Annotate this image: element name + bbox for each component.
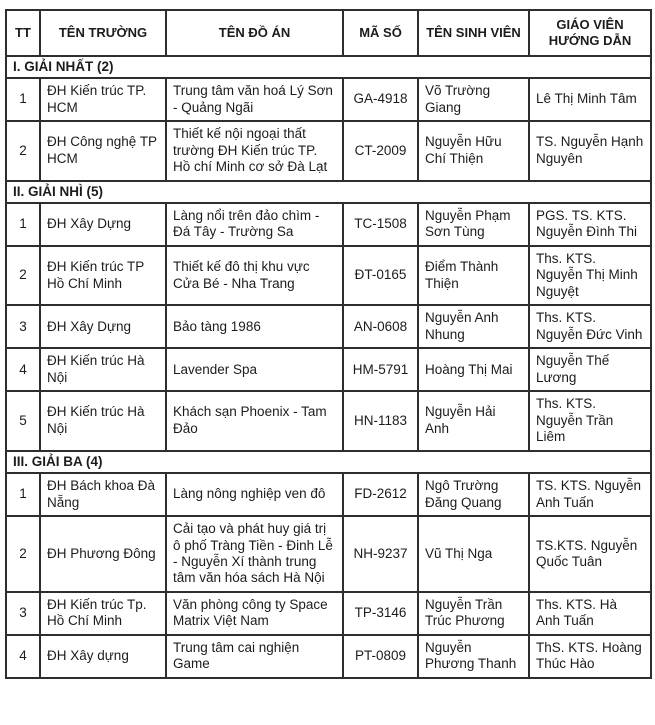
- cell-sinhvien: Nguyễn Trần Trúc Phương: [418, 592, 529, 635]
- cell-giaovien: TS. Nguyễn Hạnh Nguyên: [529, 121, 651, 180]
- cell-doan: Cải tạo và phát huy giá trị ô phố Tràng Tiền - Đinh Lễ - Nguyễn Xí thành trung tâm văn hóa sách Hà Nội: [166, 516, 343, 592]
- cell-doan: Văn phòng công ty Space Matrix Việt Nam: [166, 592, 343, 635]
- cell-truong: ĐH Kiến trúc Hà Nội: [40, 348, 166, 391]
- table-row: [6, 246, 651, 305]
- cell-maso: CT-2009: [343, 121, 418, 180]
- cell-tt: 2: [6, 246, 40, 305]
- table-row: [6, 121, 651, 180]
- cell-giaovien: ThS. KTS. Hoàng Thúc Hào: [529, 635, 651, 678]
- cell-sinhvien: Hoàng Thị Mai: [418, 348, 529, 391]
- table-row: [6, 516, 651, 592]
- section-header-row: [6, 56, 651, 78]
- cell-doan: Bảo tàng 1986: [166, 305, 343, 348]
- table-row: [6, 348, 651, 391]
- cell-sinhvien: Nguyễn Anh Nhung: [418, 305, 529, 348]
- cell-sinhvien: Võ Trường Giang: [418, 78, 529, 121]
- table-row: [6, 203, 651, 246]
- table-row: [6, 78, 651, 121]
- cell-maso: ĐT-0165: [343, 246, 418, 305]
- column-header-giaovien: GIÁO VIÊN HƯỚNG DẪN: [529, 10, 651, 56]
- cell-tt: 1: [6, 203, 40, 246]
- cell-tt: 1: [6, 473, 40, 516]
- section-header-row: [6, 181, 651, 203]
- cell-maso: AN-0608: [343, 305, 418, 348]
- cell-doan: Khách sạn Phoenix - Tam Đảo: [166, 391, 343, 450]
- cell-tt: 4: [6, 348, 40, 391]
- cell-sinhvien: Nguyễn Hải Anh: [418, 391, 529, 450]
- cell-maso: PT-0809: [343, 635, 418, 678]
- column-header-maso: MÃ SỐ: [343, 10, 418, 56]
- cell-tt: 2: [6, 516, 40, 592]
- column-header-tt: TT: [6, 10, 40, 56]
- cell-tt: 1: [6, 78, 40, 121]
- cell-maso: TP-3146: [343, 592, 418, 635]
- cell-maso: GA-4918: [343, 78, 418, 121]
- cell-tt: 2: [6, 121, 40, 180]
- cell-truong: ĐH Xây Dựng: [40, 305, 166, 348]
- column-header-sinhvien: TÊN SINH VIÊN: [418, 10, 529, 56]
- cell-truong: ĐH Kiến trúc TP. HCM: [40, 78, 166, 121]
- cell-giaovien: PGS. TS. KTS. Nguyễn Đình Thi: [529, 203, 651, 246]
- cell-doan: Thiết kế đô thị khu vực Cửa Bé - Nha Trang: [166, 246, 343, 305]
- table-row: [6, 592, 651, 635]
- cell-maso: HN-1183: [343, 391, 418, 450]
- cell-sinhvien: Điểm Thành Thiện: [418, 246, 529, 305]
- cell-tt: 5: [6, 391, 40, 450]
- section-title: III. GIẢI BA (4): [6, 451, 651, 473]
- cell-tt: 3: [6, 592, 40, 635]
- cell-truong: ĐH Công nghệ TP HCM: [40, 121, 166, 180]
- cell-doan: Trung tâm văn hoá Lý Sơn - Quảng Ngãi: [166, 78, 343, 121]
- cell-giaovien: Ths. KTS. Hà Anh Tuấn: [529, 592, 651, 635]
- cell-giaovien: Lê Thị Minh Tâm: [529, 78, 651, 121]
- cell-doan: Thiết kế nội ngoại thất trường ĐH Kiến trúc TP. Hồ chí Minh cơ sở Đà Lạt: [166, 121, 343, 180]
- cell-tt: 4: [6, 635, 40, 678]
- cell-truong: ĐH Kiến trúc TP Hồ Chí Minh: [40, 246, 166, 305]
- cell-truong: ĐH Phương Đông: [40, 516, 166, 592]
- cell-maso: NH-9237: [343, 516, 418, 592]
- cell-maso: HM-5791: [343, 348, 418, 391]
- cell-giaovien: Ths. KTS. Nguyễn Thị Minh Nguyệt: [529, 246, 651, 305]
- cell-doan: Lavender Spa: [166, 348, 343, 391]
- cell-doan: Làng nông nghiệp ven đô: [166, 473, 343, 516]
- column-header-truong: TÊN TRƯỜNG: [40, 10, 166, 56]
- cell-maso: TC-1508: [343, 203, 418, 246]
- table-row: [6, 635, 651, 678]
- table-row: [6, 305, 651, 348]
- awards-table-body: [6, 56, 651, 678]
- cell-giaovien: Ths. KTS. Nguyễn Đức Vinh: [529, 305, 651, 348]
- table-row: [6, 473, 651, 516]
- cell-giaovien: TS.KTS. Nguyễn Quốc Tuân: [529, 516, 651, 592]
- cell-sinhvien: Nguyễn Phương Thanh: [418, 635, 529, 678]
- section-title: I. GIẢI NHẤT (2): [6, 56, 651, 78]
- cell-tt: 3: [6, 305, 40, 348]
- cell-giaovien: Ths. KTS. Nguyễn Trần Liêm: [529, 391, 651, 450]
- cell-truong: ĐH Bách khoa Đà Nẵng: [40, 473, 166, 516]
- cell-truong: ĐH Kiến trúc Tp. Hồ Chí Minh: [40, 592, 166, 635]
- cell-giaovien: Nguyễn Thế Lương: [529, 348, 651, 391]
- cell-giaovien: TS. KTS. Nguyễn Anh Tuấn: [529, 473, 651, 516]
- cell-maso: FD-2612: [343, 473, 418, 516]
- cell-sinhvien: Nguyễn Hữu Chí Thiện: [418, 121, 529, 180]
- cell-sinhvien: Nguyễn Phạm Sơn Tùng: [418, 203, 529, 246]
- column-header-doan: TÊN ĐỒ ÁN: [166, 10, 343, 56]
- section-header-row: [6, 451, 651, 473]
- cell-truong: ĐH Xây dựng: [40, 635, 166, 678]
- section-title: II. GIẢI NHÌ (5): [6, 181, 651, 203]
- cell-sinhvien: Vũ Thị Nga: [418, 516, 529, 592]
- header-row: [6, 10, 651, 56]
- table-row: [6, 391, 651, 450]
- cell-doan: Làng nổi trên đảo chìm - Đá Tây - Trường Sa: [166, 203, 343, 246]
- cell-doan: Trung tâm cai nghiện Game: [166, 635, 343, 678]
- cell-truong: ĐH Kiến trúc Hà Nội: [40, 391, 166, 450]
- cell-sinhvien: Ngô Trường Đăng Quang: [418, 473, 529, 516]
- awards-table: [5, 9, 652, 679]
- cell-truong: ĐH Xây Dựng: [40, 203, 166, 246]
